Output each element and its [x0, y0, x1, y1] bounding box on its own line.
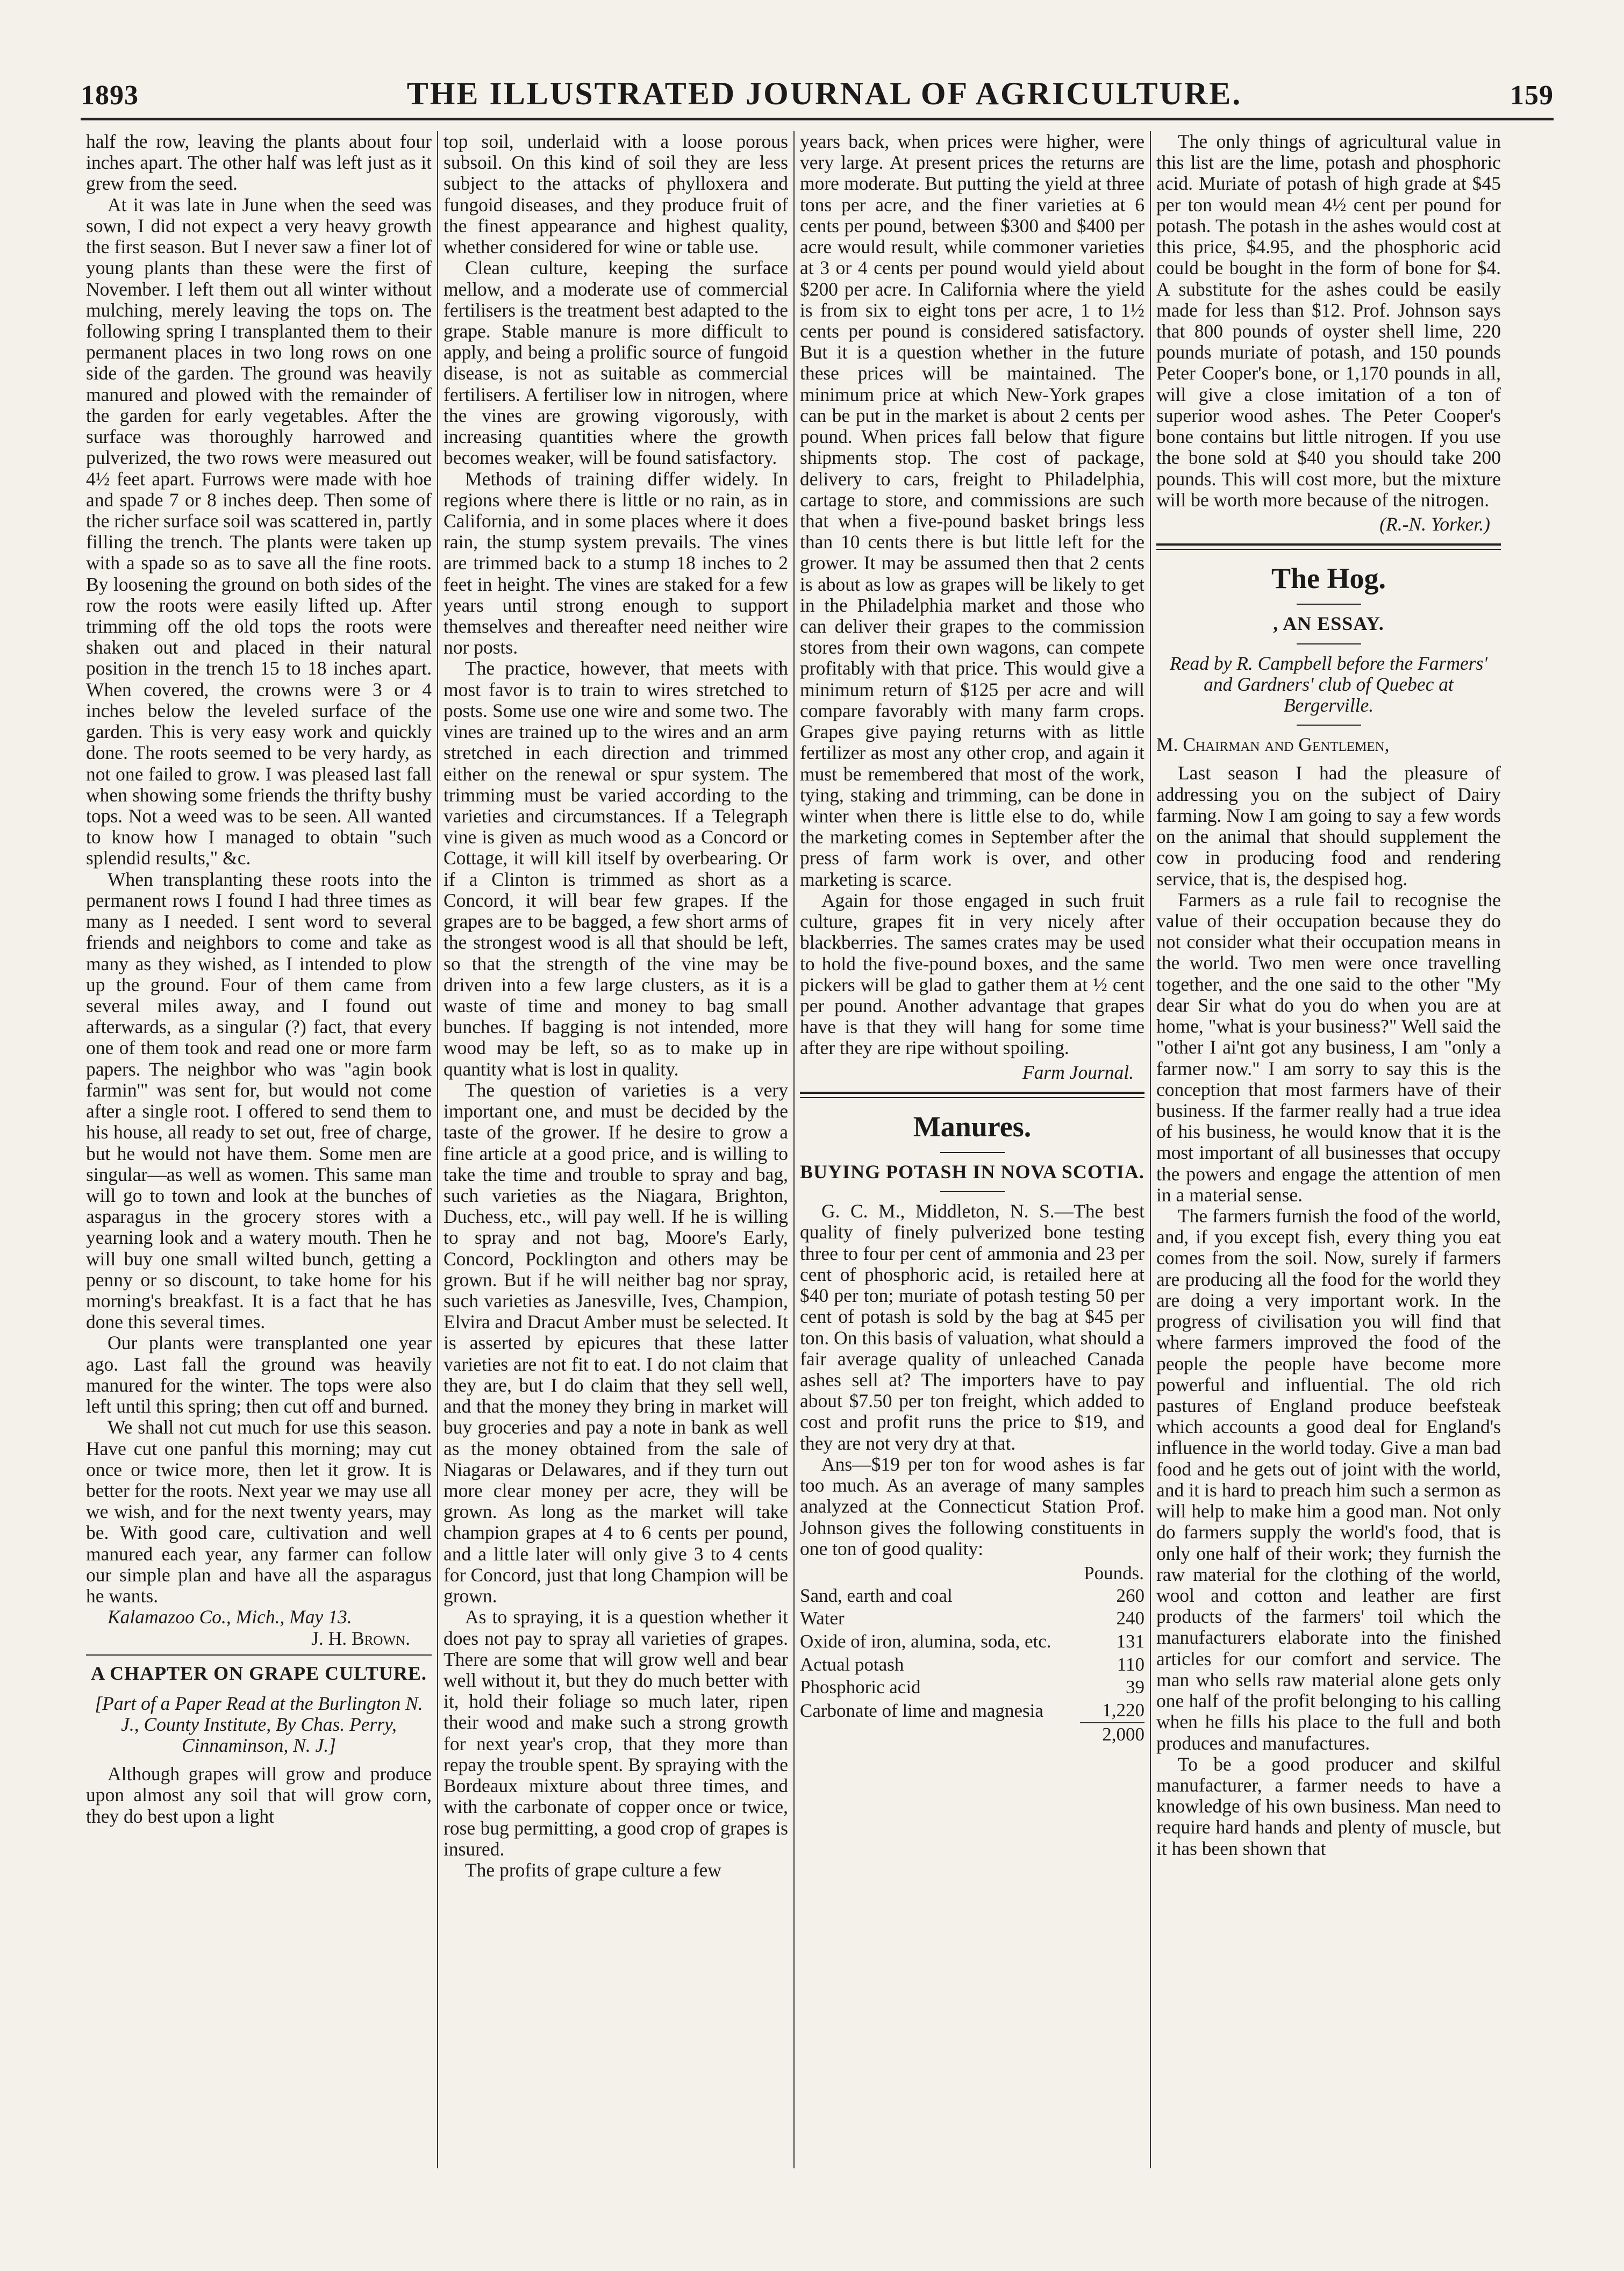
source-credit: Farm Journal. [1022, 1061, 1134, 1083]
paragraph: The question of varieties is a very important one, and must be decided by the taste of the grower. If he desire to grow a fine article at a good price, and is willing to take the time and trouble to spray and bag, such varieties as the Niagara, Brighton, Duchess, etc., will pay well. If he is willing to spray and not bag, Moore's Early, Concord, Pocklington and others may be grown. But if he will neither bag nor spray, such varieties as Janesville, Ives, Champion, Elvira and Dracut Amber must be selected. It is asserted by epicures that these latter varieties are not fit to eat. I do not claim that they are, but I do claim that they sell well, and that the money they bring in market will buy groceries and pay a note in bank as well as the money obtained from the sale of Niagaras or Delawares, and if they turn out more clear money per acre, they will be grown. As long as the market will take champion grapes at 4 to 6 cents per pound, and a little later will only give 3 to 4 cents for Concord, just that long Champion will be grown. [443, 1079, 788, 1607]
divider [800, 1092, 1144, 1094]
table-cell: Water [800, 1608, 845, 1629]
columns [81, 131, 1554, 2168]
divider [800, 1097, 1144, 1098]
paragraph: Farmers as a rule fail to recognise the value of their occupation because they do not consider what their occupation means in the world. Two men were once travelling together, and the one said to the other "My dear Sir what do you do when you are at home, "what is your business?" Well said the "other I ai'nt got any business, I am "only a farmer now." I am sorry to say this is the conception that most farmers have of their business. If the farmer really had a true idea of his business, he would know that it is the most important of all businesses that occupy the powers and engage the attention of men in a material sense. [1156, 889, 1501, 1206]
table-cell: 240 [1116, 1608, 1144, 1629]
divider [1297, 604, 1361, 605]
paragraph: When transplanting these roots into the permanent rows I found I had three times as many as I needed. I sent word to several friends and neighbors to come and take as many as they wished, as I intended to plow up the ground. Four of them came from several miles away, and I found out afterwards, as a singular (?) fact, that every one of them took and read one or more farm papers. The neighbor who was "agin book farmin'" was sent for, but would not come after a single root. I offered to send them to his house, all ready to set out, free of charge, but he would not have them. Some men are singular—as well as women. This same man will go to town and look at the bunches of asparagus in the grocery stores with a yearning look and a watery mouth. Then he will buy one small wilted bunch, getting a penny or so discount, to take home for his morning's breakfast. It is a fact that he has done this several times. [86, 868, 432, 1333]
paragraph: years back, when prices were higher, were very large. At present prices the returns are more moderate. But putting the yield at three tons per acre, and the finer varieties at 6 cents per pound, between $300 and $400 per acre would result, while commoner varieties at 3 or 4 cents per pound would yield about $200 per acre. In California where the yield is from six to eight tons per acre, 1 to 1½ cents per pound is considered satisfactory. But it is a question whether in the future these prices will be maintained. The minimum price at which New-York grapes can be put in the market is about 2 cents per pound. When prices fall below that figure shipments stop. The cost of package, delivery to cars, freight to Philadelphia, cartage to store, and commissions are such that when a five-pound basket brings less than 10 cents there is but little left for the grower. It may be assumed then that 2 cents is about as low as grapes will be likely to get in the Philadelphia market and those who can deliver their grapes to the commission stores from their own wagons, can compete profitably with that price. This would give a minimum return of $125 per acre and will compare favorably with many farm crops. Grapes give paying returns with as little fertilizer as most any other crop, and again it must be remembered that most of the work, tying, staking and trimming, can be done in winter when there is little else to do, while the marketing comes in September after the press of farm work is over, and other marketing is scarce. [800, 131, 1144, 890]
column-4 [1150, 131, 1506, 2168]
table-cell: 260 [1116, 1585, 1144, 1606]
table-cell: Actual potash [800, 1653, 904, 1675]
table-cell: Oxide of iron, alumina, soda, etc. [800, 1631, 1051, 1652]
table-row [800, 1676, 1144, 1699]
divider [1297, 643, 1361, 644]
salutation: M. Chairman and Gentlemen, [1156, 734, 1390, 756]
article-title: A CHAPTER ON GRAPE CULTURE. [91, 1662, 427, 1684]
table-cell: 110 [1117, 1653, 1144, 1675]
paragraph: We shall not cut much for use this season. Have cut one panful this morning; may cut once or twice more, then let it grow. It is better for the roots. Next year we may use all we wish, and for the next twenty years, may be. With good care, cultivation and well manured each year, any farmer can follow our simple plan and have all the asparagus he wants. [86, 1416, 432, 1607]
table-row [800, 1653, 1144, 1677]
paragraph: top soil, underlaid with a loose porous subsoil. On this kind of soil they are less subject to the attacks of phylloxera and fungoid diseases, and they produce fruit of the finest appearance and highest quality, whether considered for wine or table use. [443, 131, 788, 258]
divider [940, 1191, 1005, 1192]
question-paragraph: G. C. M., Middleton, N. S.—The best quality of finely pulverized bone testing three to four per cent of ammonia and 23 per cent of phosphoric acid, is retailed here at $40 per ton; muriate of potash testing 50 per cent of potash is sold by the bag at $45 per ton. On this basis of valuation, what should a fair average quality of unleached Canada ashes sell at? The importers have to pay about $7.50 per ton freight, which added to cost and profit runs the price to $19, and they are not very dry at that. [800, 1200, 1144, 1454]
article-title: BUYING POTASH IN NOVA SCOTIA. [800, 1160, 1144, 1183]
table-unit: Pounds. [1084, 1562, 1144, 1584]
paragraph: As to spraying, it is a question whether it does not pay to spray all varieties of grapes. There are some that will grow well and bear well without it, but they do much better with it, hold their foliage so much later, ripen their wood and make such a strong growth for next year's crop, that they more than repay the trouble spent. By spraying with the Bordeaux mixture about three times, and with the carbonate of copper once or twice, rose bug permitting, a good crop of grapes is insured. [443, 1606, 788, 1860]
paragraph: half the row, leaving the plants about four inches apart. The other half was left just as it grew from the seed. [86, 131, 432, 195]
divider [1156, 543, 1501, 546]
author-signature: J. H. Brown. [311, 1627, 410, 1649]
column-1 [81, 131, 437, 2168]
paragraph: At it was late in June when the seed was sown, I did not expect a very heavy growth the first season. But I never saw a finer lot of young plants than these were the first of November. I left them out all winter without mulching, merely leaving the tops on. The following spring I transplanted them to their permanent places in two long rows on one side of the garden. The ground was heavily manured and plowed with the remainder of the garden for early vegetables. After the surface was thoroughly harrowed and pulverized, the two rows were measured out 4½ feet apart. Furrows were made with hoe and spade 7 or 8 inches deep. Then some of the richer surface soil was scattered in, partly filling the trench. The plants were taken up with a spade so as to save all the fine roots. By loosening the ground on both sides of the row the roots were easily lifted up. After trimming off the old tops the roots were shaken out and placed in their natural position in the trench 15 to 18 inches apart. When covered, the crowns were 3 or 4 inches below the leveled surface of the garden. This is very easy work and quickly done. The roots seemed to be very hardy, as not one failed to grow. I was pleased last fall when showing some friends the thrifty bushy tops. Not a weed was to be seen. All wanted to know how I managed to obtain "such splendid results," &c. [86, 194, 432, 869]
essay-label: , AN ESSAY. [1273, 612, 1384, 634]
divider [1156, 549, 1501, 550]
paragraph: Last season I had the pleasure of addressing you on the subject of Dairy farming. Now I am going to say a few words on the animal that should supplement the cow in producing food and rendering service, that is, the despised hog. [1156, 762, 1501, 890]
divider [940, 1152, 1005, 1153]
column-2 [437, 131, 793, 2168]
table-cell: 39 [1126, 1677, 1144, 1698]
table-row [800, 1585, 1144, 1608]
paragraph: To be a good producer and skilful manufacturer, a farmer needs to have a knowledge of his own business. Man need to require hard hands and plenty of muscle, but it has been shown that [1156, 1753, 1501, 1859]
table-cell: 1,220 [1102, 1700, 1144, 1721]
paragraph: Methods of training differ widely. In regions where there is little or no rain, as in California, and in some places where it does rain, the stump system prevails. The vines are trimmed back to a stump 18 inches to 2 feet in height. The vines are staked for a few years until strong enough to support themselves and thereafter need neither wire nor posts. [443, 468, 788, 658]
constituents-table [800, 1563, 1144, 1746]
paragraph: The profits of grape culture a few [465, 1859, 722, 1881]
table-row [800, 1607, 1144, 1630]
paragraph: The farmers furnish the food of the world, and, if you except fish, every thing you eat comes from the soil. Now, surely if farmers are producing all the food for the world they are doing a very important work. In the progress of civilisation you will find that where farmers improved the food of the people the people have become more powerful and influential. The old rich pastures of England produce beefsteak which accounts a good deal for England's influence in the world today. Give a man bad food and he gets out of joint with the world, and it is hard to preach him such a sermon as will help to make him a good man. Not only do farmers supply the world's food, that is only one half of their work; they furnish the raw material for the clothing of the world, wool and cotton and leather are first products of the farmers' toil which the manufacturers elaborate into the finished articles for our comfort and service. The man who sells raw material alone gets only one half of the profit belonging to his calling when he fills his place to the full and both produces and manufactures. [1156, 1205, 1501, 1754]
paragraph: The only things of agricultural value in this list are the lime, potash and phosphoric acid. Muriate of potash of high grade at $45 per ton would mean 4½ cent per pound for potash. The potash in the ashes would cost at this price, $4.95, and the phosphoric acid could be bought in the form of bone for $4. A substitute for the ashes could be easily made for less than $12. Prof. Johnson says that 800 pounds of oyster shell lime, 220 pounds muriate of potash, and 150 pounds Peter Cooper's bone, or 1,170 pounds in all, will give a close imitation of a ton of superior wood ashes. The Peter Cooper's bone contains but little nitrogen. If you use the bone sold at $40 you should take 200 pounds. This will cost more, but the mixture will be worth more because of the nitrogen. [1156, 131, 1501, 511]
paragraph: Clean culture, keeping the surface mellow, and a moderate use of commercial fertilisers is the treatment best adapted to the grape. Stable manure is more difficult to apply, and being a prolific source of fungoid disease, is not as suitable as commercial fertilisers. A fertiliser low in nitrogen, where the vines are growing vigorously, with increasing quantities where the growth becomes weaker, will be found satisfactory. [443, 257, 788, 469]
section-title: Manures. [913, 1110, 1032, 1143]
paragraph: Again for those engaged in such fruit culture, grapes fit in very nicely after blackberries. The sames crates may be used to hold the five-pound boxes, and the same pickers will be glad to gather them at ½ cent per pound. Another advantage that grapes have is that they will hang for some time after they are ripe without spoiling. [800, 889, 1144, 1059]
table-total: 2,000 [1080, 1723, 1144, 1746]
section-title: The Hog. [1271, 562, 1386, 595]
table-total-row [800, 1723, 1144, 1746]
table-cell: Phosphoric acid [800, 1677, 921, 1698]
page-header [81, 75, 1554, 120]
answer-paragraph: Ans—$19 per ton for wood ashes is far too much. As an average of many samples analyzed at the Connecticut Station Prof. Johnson gives the following constituents in one ton of good quality: [800, 1453, 1144, 1559]
newspaper-page [81, 75, 1554, 2204]
source-credit: (R.-N. Yorker.) [1379, 513, 1490, 535]
paragraph: Although grapes will grow and produce upon almost any soil that will grow corn, they do best upon a light [86, 1763, 432, 1827]
table-cell: Carbonate of lime and magnesia [800, 1700, 1043, 1722]
dateline: Kalamazoo Co., Mich., May 13. [108, 1606, 352, 1628]
header-year: 1893 [81, 80, 139, 111]
journal-title: THE ILLUSTRATED JOURNAL OF AGRICULTURE. [406, 76, 1242, 111]
table-cell: 131 [1116, 1631, 1144, 1652]
table-row [800, 1699, 1144, 1723]
essay-note: Read by R. Campbell before the Farmers' and Gardners' club of Quebec at Bergerville. [1170, 652, 1487, 717]
column-3 [793, 131, 1150, 2168]
table-cell: Sand, earth and coal [800, 1585, 953, 1606]
divider [1297, 725, 1361, 726]
paragraph: The practice, however, that meets with most favor is to train to wires stretched to posts. Some use one wire and some two. The vines are trained up to the wires and an arm stretched in each direction and trimmed either on the renewal or spur system. The trimming must be varied according to the varieties and circumstances. If a Telegraph vine is given as much wood as a Concord or Cottage, it will kill itself by overbearing. Or if a Clinton is trimmed as short as a Concord, it will bear few grapes. If the grapes are to be bagged, a few short arms of the strongest wood is all that should be left, so that the strength of the vine may be driven into a few large clusters, as it is a waste of time and money to bag small bunches. If bagging is not intended, more wood may be left, so as to make up in quantity what is lost in quality. [443, 657, 788, 1080]
table-row [800, 1630, 1144, 1653]
article-note: [Part of a Paper Read at the Burlington N. J., County Institute, By Chas. Perry, Cinnaminson, N. J.] [95, 1692, 423, 1756]
divider [86, 1654, 432, 1656]
spacer [1156, 755, 1501, 763]
paragraph: Our plants were transplanted one year ago. Last fall the ground was heavily manured for the winter. The tops were also left until this spring; then cut off and burned. [86, 1332, 432, 1417]
page-number: 159 [1510, 80, 1554, 111]
